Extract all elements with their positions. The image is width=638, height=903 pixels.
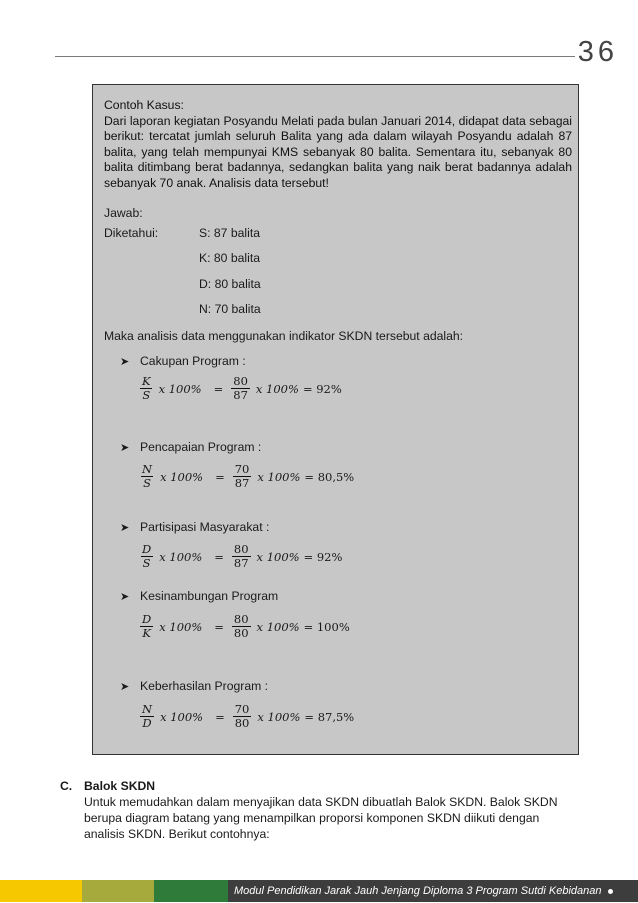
- value-fraction: $\frac{80}{87}$: [233, 374, 248, 402]
- arrow-bullet-icon: ➤: [120, 591, 130, 603]
- footer-color-segment: [0, 880, 82, 902]
- value-fraction: $\frac{70}{87}$: [234, 462, 250, 490]
- indicator-continuity: [120, 589, 278, 603]
- multiplier: x 100%: [158, 381, 202, 396]
- value-fraction: $\frac{80}{80}$: [233, 612, 249, 640]
- known-item: S: 87 balita: [199, 226, 260, 240]
- indicator-label: Cakupan Program :: [140, 354, 246, 368]
- multiplier: x 100%: [256, 619, 300, 634]
- variable-fraction: $\frac{N}{D}$: [142, 702, 153, 730]
- analysis-intro: Maka analisis data menggunakan indikator SKDN tersebut adalah:: [104, 329, 464, 343]
- formula-participation: [140, 543, 342, 570]
- variable-fraction: $\frac{K}{S}$: [142, 374, 151, 402]
- header-rule: [55, 56, 575, 57]
- footer-color-segment: [82, 880, 154, 902]
- arrow-bullet-icon: ➤: [120, 522, 130, 534]
- equals-sign: =: [213, 381, 224, 396]
- variable-fraction: $\frac{D}{S}$: [142, 542, 152, 570]
- case-title: Contoh Kasus:: [104, 98, 184, 112]
- footer-bar: [0, 880, 638, 902]
- indicator-label: Keberhasilan Program :: [140, 679, 269, 693]
- multiplier: x 100%: [257, 709, 301, 724]
- multiplier: x 100%: [257, 469, 301, 484]
- section-heading: [60, 778, 580, 794]
- formula-result: = 100%: [303, 619, 350, 634]
- arrow-bullet-icon: ➤: [120, 681, 130, 693]
- known-item: N: 70 balita: [199, 302, 261, 316]
- formula-success: [140, 703, 354, 730]
- footer-text-segment: [228, 880, 638, 902]
- footer-color-segment: [154, 880, 228, 902]
- indicator-label: Pencapaian Program :: [140, 440, 262, 454]
- equals-sign: =: [215, 469, 225, 484]
- arrow-bullet-icon: ➤: [120, 356, 130, 368]
- bullet-dot-icon: [608, 889, 613, 894]
- known-item: K: 80 balita: [199, 251, 260, 265]
- multiplier: x 100%: [159, 549, 203, 564]
- multiplier: x 100%: [160, 709, 204, 724]
- formula-continuity: [140, 613, 350, 640]
- indicator-label: Partisipasi Masyarakat :: [140, 520, 270, 534]
- equals-sign: =: [215, 709, 225, 724]
- formula-result: = 92%: [303, 549, 343, 564]
- section-body: Untuk memudahkan dalam menyajikan data SKDN dibuatlah Balok SKDN. Balok SKDN berupa diagram batang yang menampilkan proporsi komponen SKDN diikuti dengan analisis SKDN. Berikut contohnya:: [84, 795, 558, 841]
- formula-result: = 80,5%: [304, 469, 355, 484]
- value-fraction: $\frac{70}{80}$: [234, 702, 250, 730]
- indicator-participation: [120, 520, 269, 534]
- indicator-achievement: [120, 440, 261, 454]
- equals-sign: =: [214, 549, 224, 564]
- page-number: 36: [577, 36, 618, 68]
- formula-result: = 92%: [302, 381, 342, 396]
- multiplier: x 100%: [255, 381, 299, 396]
- indicator-coverage: [120, 354, 246, 368]
- formula-coverage: [140, 375, 342, 402]
- case-paragraph: Dari laporan kegiatan Posyandu Melati pada bulan Januari 2014, didapat data sebagai berikut: tercatat jumlah seluruh Balita yang ada dalam wilayah Posyandu adalah 87 balita, yang telah mempunyai KMS sebanyak 80 balita. Sementara itu, sebanyak 80 balita ditimbang berat badannya, sedangkan balita yang naik berat badannya adalah sebanyak 70 anak. Analisis data tersebut!: [104, 113, 572, 190]
- footer-text: Modul Pendidikan Jarak Jauh Jenjang Diploma 3 Program Sutdi Kebidanan: [234, 885, 602, 897]
- multiplier: x 100%: [256, 549, 300, 564]
- arrow-bullet-icon: ➤: [120, 442, 130, 454]
- equals-sign: =: [214, 619, 224, 634]
- value-fraction: $\frac{80}{87}$: [233, 542, 249, 570]
- indicator-label: Kesinambungan Program: [140, 589, 279, 603]
- indicator-success: [120, 679, 268, 693]
- formula-achievement: [140, 463, 354, 490]
- variable-fraction: $\frac{D}{K}$: [142, 612, 152, 640]
- section-c: [60, 778, 580, 842]
- multiplier: x 100%: [160, 469, 204, 484]
- multiplier: x 100%: [159, 619, 203, 634]
- formula-result: = 87,5%: [304, 709, 355, 724]
- known-label: Diketahui:: [104, 226, 159, 240]
- section-letter: C.: [60, 779, 73, 793]
- answer-label: Jawab:: [104, 206, 143, 220]
- known-item: D: 80 balita: [199, 277, 261, 291]
- variable-fraction: $\frac{N}{S}$: [142, 462, 153, 490]
- section-title: Balok SKDN: [84, 779, 156, 793]
- case-text: [104, 98, 572, 191]
